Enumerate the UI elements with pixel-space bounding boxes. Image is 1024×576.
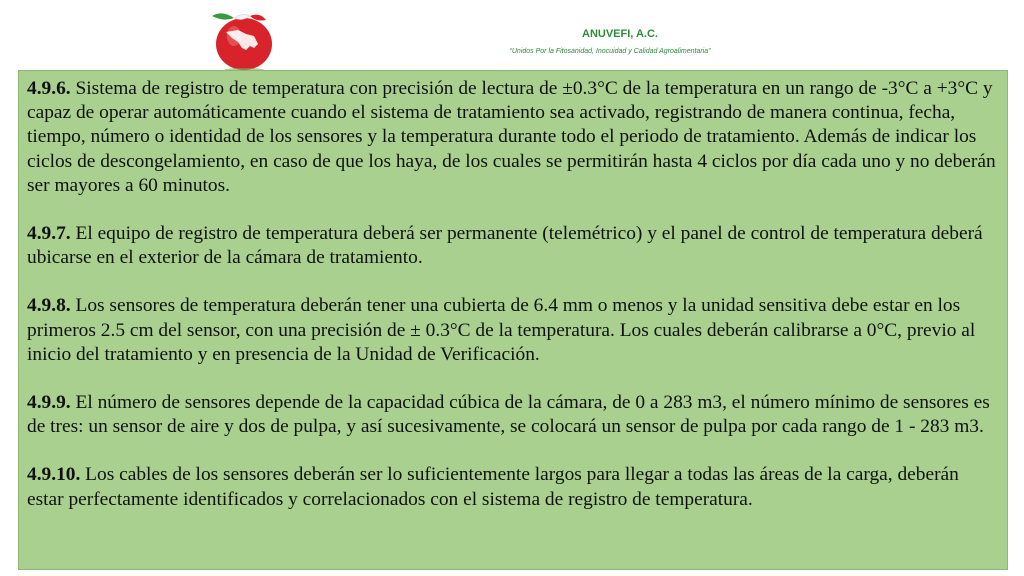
paragraph-4-9-9 bbox=[27, 391, 997, 439]
paragraph-text: Los cables de los sensores deberán ser lo suficientemente largos para llegar a todas las áreas de la carga, deberán estar perfectamente identificados y correlacionados con el sistema de registro de temperatura. bbox=[27, 464, 959, 510]
apple-mexico-map-logo-icon bbox=[208, 8, 278, 72]
paragraph-number: 4.9.7. bbox=[27, 223, 71, 245]
organization-tagline: “Unidos Por la Fitosanidad, Inocuidad y Calidad Agroalimentaria” bbox=[509, 48, 711, 55]
paragraph-text: Sistema de registro de temperatura con precisión de lectura de ±0.3°C de la temperatura en un rango de -3°C a +3°C y capaz de operar automáticamente cuando el sistema de tratamiento sea activado, registrando de manera continua, fecha, tiempo, número o identidad de los sensores y la temperatura durante todo el periodo de tratamiento. Además de indicar los ciclos de descongelamiento, en caso de que los haya, de los cuales se permitirán hasta 4 ciclos por día cada uno y no deberán ser mayores a 60 minutos. bbox=[27, 78, 996, 196]
paragraph-number: 4.9.6. bbox=[27, 78, 71, 99]
paragraph-text: El equipo de registro de temperatura deberá ser permanente (telemétrico) y el panel de control de temperatura deberá ubicarse en el exterior de la cámara de tratamiento. bbox=[27, 223, 983, 269]
paragraph-number: 4.9.9. bbox=[27, 392, 71, 414]
paragraph-text: El número de sensores depende de la capacidad cúbica de la cámara, de 0 a 283 m3, el número mínimo de sensores es de tres: un sensor de aire y dos de pulpa, y así sucesivamente, se colocará un sensor de pulpa por cada rango de 1 - 283 m3. bbox=[27, 392, 990, 438]
paragraph-number: 4.9.10. bbox=[27, 464, 81, 486]
paragraph-text: Los sensores de temperatura deberán tener una cubierta de 6.4 mm o menos y la unidad sensitiva debe estar en los primeros 2.5 cm del sensor, con una precisión de ± 0.3°C de la temperatura. Los cuales deberán calibrarse a 0°C, previo al inicio del tratamiento y en presencia de la Unidad de Verificación. bbox=[27, 295, 976, 365]
organization-name: ANUVEFI, A.C. bbox=[582, 28, 658, 40]
paragraph-4-9-8 bbox=[27, 294, 997, 367]
paragraph-4-9-10 bbox=[27, 463, 997, 511]
paragraph-number: 4.9.8. bbox=[27, 295, 71, 317]
paragraph-4-9-6 bbox=[27, 77, 997, 198]
content-panel bbox=[18, 70, 1008, 570]
paragraph-4-9-7 bbox=[27, 222, 997, 270]
